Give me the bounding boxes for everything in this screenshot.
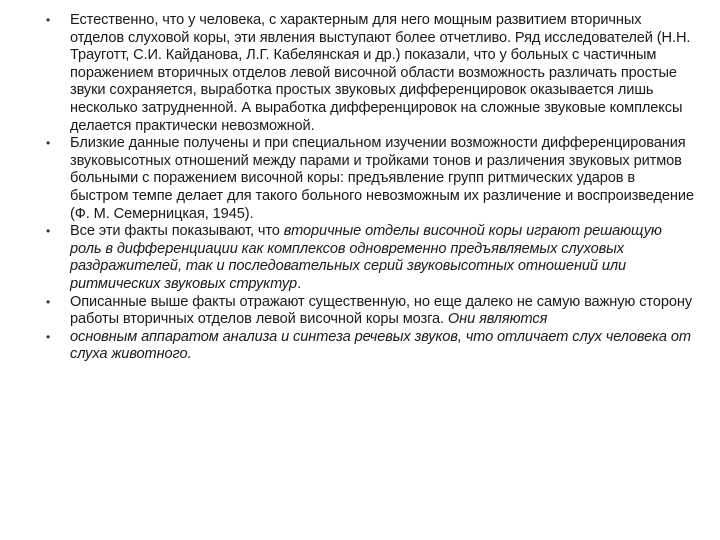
- bullet-marker: •: [46, 13, 51, 27]
- bullet-marker: •: [46, 136, 51, 151]
- bullet-text: .: [297, 275, 302, 292]
- bullet-item-2: [46, 135, 696, 223]
- bullet-text: Естественно, что у человека, с характерным для него мощным развитием вторичных отделов слуховой коры, эти явления выступают более отчетливо. Ряд исследователей (Н.Н. Трауготт, С.И. Кайданова, Л.Г. Кабелянская и др.) показали, что у больных с частичным поражением вторичных отделов левой височной области возможность различать простые звуки сохраняется, выработка простых звуковых дифференцировок оказывается лишь несколько затрудненной. А выработка дифференцировок на сложные звуковые комплексы делается практически невозможной.: [70, 12, 691, 134]
- bullet-text-italic: основным аппаратом анализа и синтеза речевых звуков, что отличает слух человека от слуха животного.: [70, 328, 691, 363]
- bullet-text: Все эти факты показывают, что: [70, 223, 284, 240]
- bullet-item-5: [46, 329, 696, 364]
- bullet-text: Близкие данные получены и при специальном изучении возможности дифференцирования звуковысотных отношений между парами и тройками тонов и различения звуковых ритмов больными с поражением височной коры: предъявление групп ритмических ударов в быстром темпе делает для такого больного невозможным их различение и воспроизведение (Ф. М. Семерницкая, 1945).: [70, 135, 694, 222]
- bullet-item-3: [46, 223, 696, 293]
- bullet-marker: •: [46, 294, 51, 309]
- bullet-item-4: [46, 294, 696, 329]
- bullet-text-italic: Они являются: [447, 311, 548, 328]
- bullet-item-1: [46, 12, 696, 135]
- bullet-text-italic: вторичные отделы височной коры играют решающую роль в дифференциации как комплексов одновременно предъявляемых слуховых раздражителей, так и последовательных серий звуковысотных отношений или ритмических звуковых структур: [70, 223, 662, 292]
- bullet-list: [46, 12, 696, 364]
- bullet-marker: •: [46, 329, 51, 344]
- bullet-text: Описанные выше факты отражают существенную, но еще далеко не самую важную сторону работы вторичных отделов левой височной коры мозга.: [70, 293, 693, 328]
- bullet-marker: •: [46, 224, 51, 239]
